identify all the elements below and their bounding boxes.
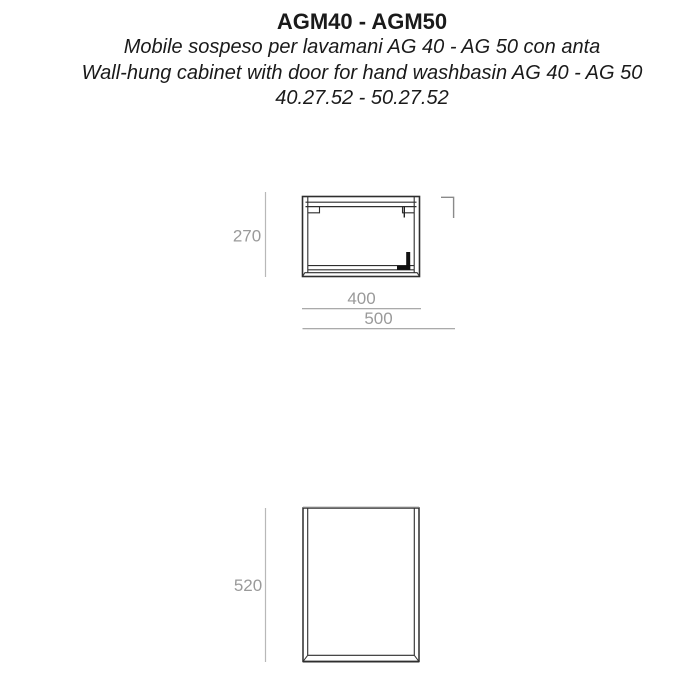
plan-500-phantom-corner xyxy=(441,197,454,218)
page-title: AGM40 - AGM50 xyxy=(276,9,448,34)
plan-view xyxy=(303,197,420,277)
dim-height-label: 520 xyxy=(233,576,263,595)
subtitle-english: Wall-hung cabinet with door for hand washbasin AG 40 - AG 50 xyxy=(81,61,643,84)
product-codes: 40.27.52 - 50.27.52 xyxy=(275,87,449,109)
front-view xyxy=(303,507,419,661)
dim-depth-label: 270 xyxy=(232,226,262,246)
plan-hinge-foot xyxy=(397,266,410,270)
dim-overall-width-label: 500 xyxy=(364,309,393,328)
front-dimensions xyxy=(234,508,266,662)
dim-door-width-label: 400 xyxy=(347,289,376,308)
subtitle-italian: Mobile sospeso per lavamani AG 40 - AG 50 con anta xyxy=(123,36,601,58)
front-outline xyxy=(303,508,419,662)
